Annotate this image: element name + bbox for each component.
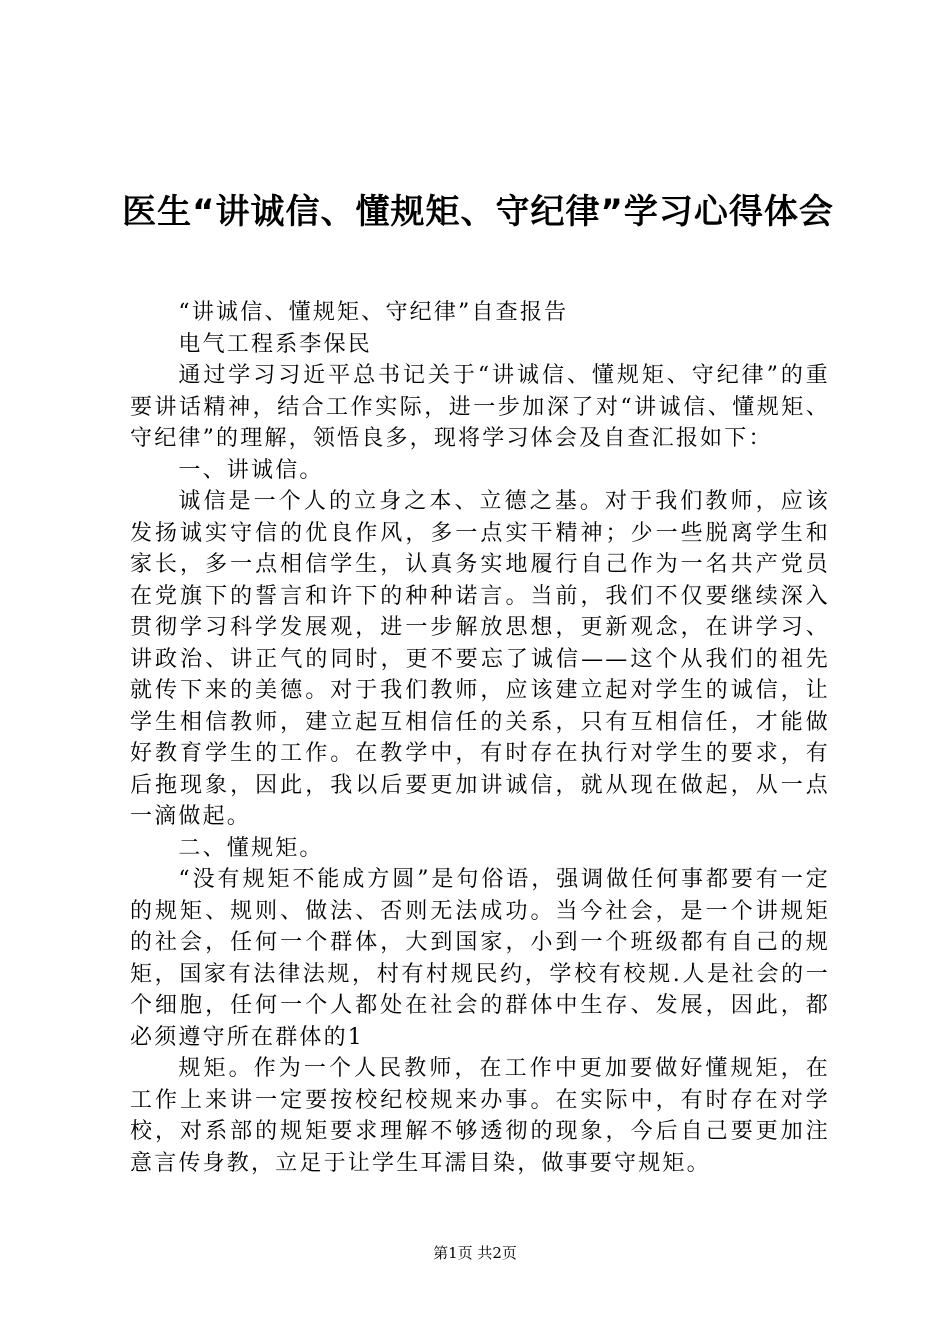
page-footer: 第1页 共2页: [433, 1244, 517, 1262]
rules-paragraph-continued: 规矩。作为一个人民教师，在工作中更加要做好懂规矩，在工作上来讲一定要按校纪校规来办事。在实际中，有时存在对学校，对系部的规矩要求理解不够透彻的现象，今后自己要更加注意言传身教，立足于让学生耳濡目染，做事要守规矩。: [130, 1056, 830, 1176]
author-line: 电气工程系李保民: [178, 331, 372, 357]
section-heading-rules: 二、懂规矩。: [178, 835, 324, 861]
intro-paragraph: 通过学习习近平总书记关于“讲诚信、懂规矩、守纪律”的重要讲话精神，结合工作实际，进一步加深了对“讲诚信、懂规矩、守纪律”的理解，领悟良多，现将学习体会及自查汇报如下：: [130, 363, 830, 451]
report-subtitle: “讲诚信、懂规矩、守纪律”自查报告: [178, 300, 569, 325]
section-heading-honesty: 一、讲诚信。: [178, 457, 324, 483]
honesty-paragraph: 诚信是一个人的立身之本、立德之基。对于我们教师，应该发扬诚实守信的优良作风，多一点实干精神；少一些脱离学生和家长，多一点相信学生，认真务实地履行自己作为一名共产党员在党旗下的誓言和许下的种种诺言。当前，我们不仅要继续深入贯彻学习科学发展观，进一步解放思想，更新观念，在讲学习、讲政治、讲正气的同时，更不要忘了诚信——这个从我们的祖先就传下来的美德。对于我们教师，应该建立起对学生的诚信，让学生相信教师，建立起互相信任的关系，只有互相信任，才能做好教育学生的工作。在教学中，有时存在执行对学生的要求，有后拖现象，因此，我以后要更加讲诚信，就从现在做起，从一点一滴做起。: [130, 489, 830, 829]
rules-paragraph: “没有规矩不能成方圆”是句俗语，强调做任何事都要有一定的规矩、规则、做法、否则无法成功。当今社会，是一个讲规矩的社会，任何一个群体，大到国家，小到一个班级都有自己的规矩，国家有法律法规，村有村规民约，学校有校规.人是社会的一个细胞，任何一个人都处在社会的群体中生存、发展，因此，都必须遵守所在群体的1: [130, 867, 830, 1050]
document-title: 医生“讲诚信、懂规矩、守纪律”学习心得体会: [122, 192, 834, 232]
document-body: [130, 297, 830, 1179]
